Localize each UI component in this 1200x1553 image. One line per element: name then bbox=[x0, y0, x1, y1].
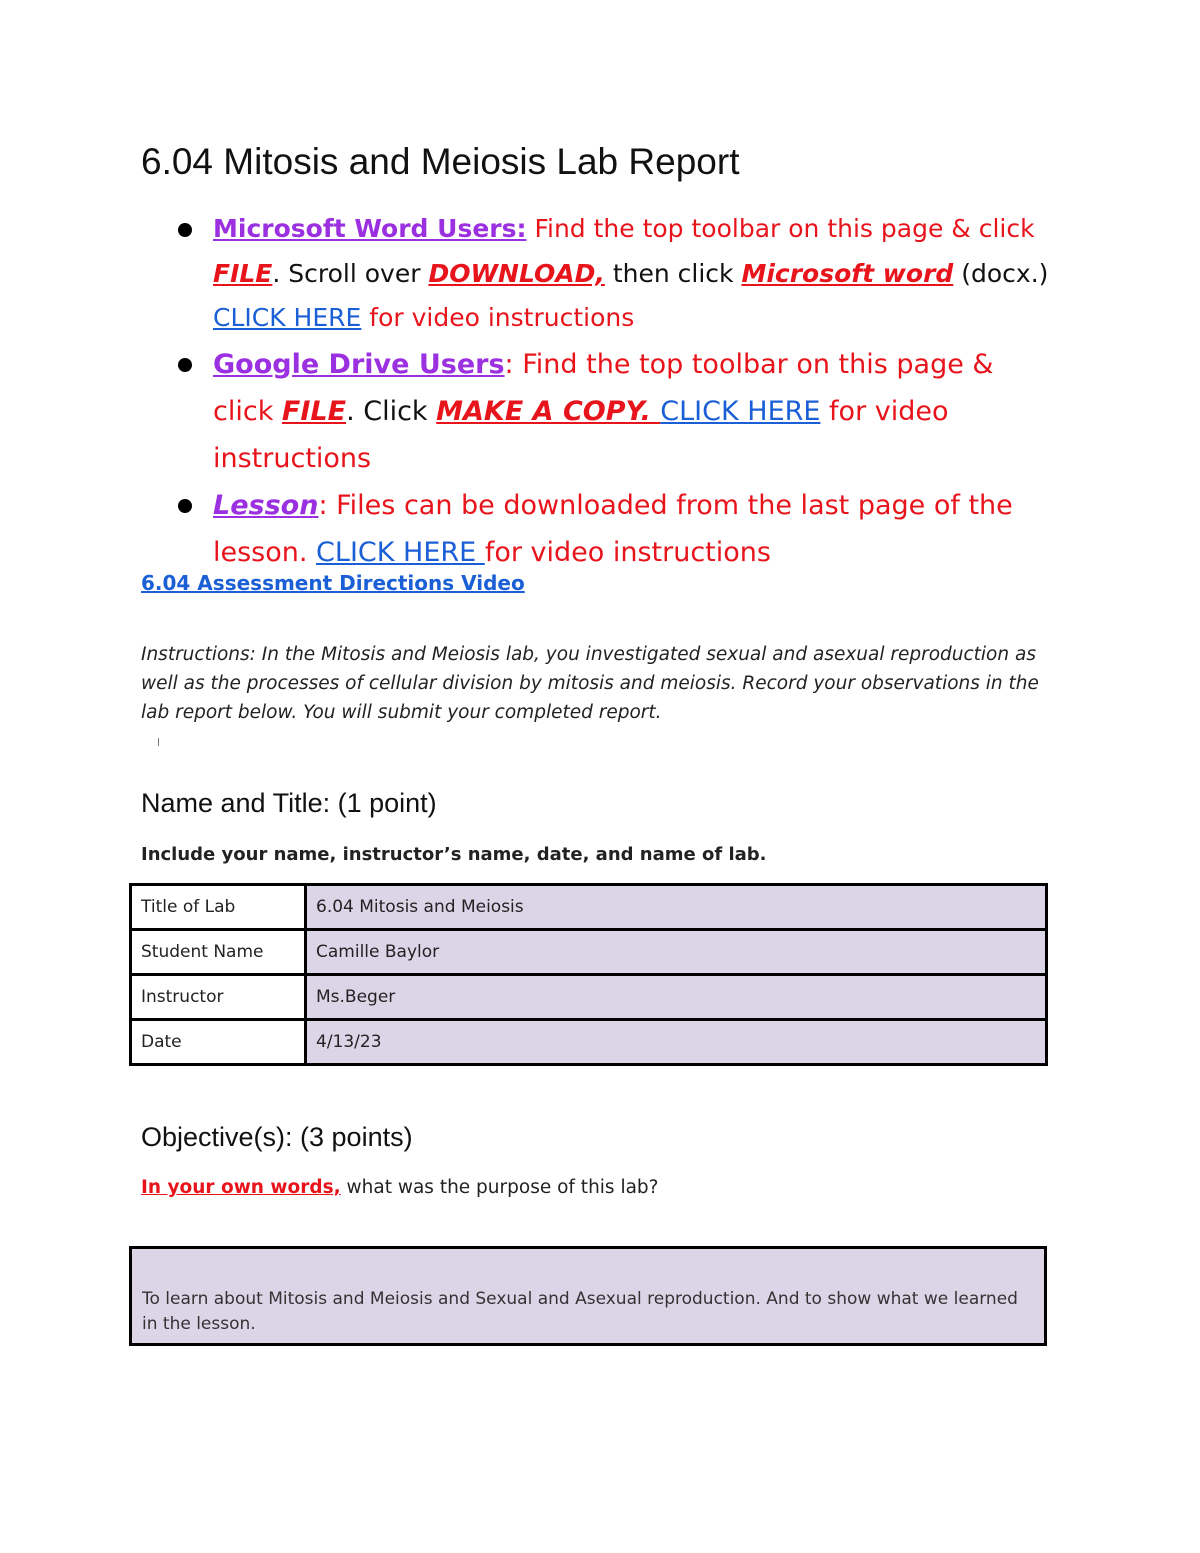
table-value-cell[interactable]: Camille Baylor bbox=[306, 930, 1047, 975]
list-item-microsoft-word bbox=[178, 207, 1058, 341]
lab-info-table bbox=[129, 883, 1048, 1066]
bullet-icon bbox=[178, 358, 192, 372]
table-row bbox=[131, 930, 1047, 975]
drive-text-2: . Click bbox=[346, 395, 437, 427]
name-title-heading: Name and Title: (1 point) bbox=[141, 788, 437, 818]
word-text-3: then click bbox=[604, 258, 742, 288]
list-item-google-drive bbox=[178, 341, 1058, 482]
objective-answer-text: To learn about Mitosis and Meiosis and Sexual and Asexual reproduction. And to show what we learned in the lesson. bbox=[142, 1289, 1018, 1334]
assessment-directions-video-link[interactable]: 6.04 Assessment Directions Video bbox=[141, 571, 525, 595]
drive-video-link[interactable]: CLICK HERE bbox=[660, 395, 821, 427]
table-row bbox=[131, 1020, 1047, 1065]
google-drive-label: Google Drive Users bbox=[213, 348, 505, 380]
lesson-label: Lesson bbox=[213, 489, 319, 521]
table-label-cell: Instructor bbox=[131, 975, 306, 1020]
objectives-prompt-rest: what was the purpose of this lab? bbox=[340, 1177, 659, 1198]
table-row bbox=[131, 975, 1047, 1020]
table-value-cell[interactable]: Ms.Beger bbox=[306, 975, 1047, 1020]
lesson-text-1: : Files can be downloaded from the last page of the lesson. bbox=[213, 489, 1013, 568]
objectives-prompt bbox=[141, 1177, 659, 1198]
drive-text-1: : Find the top toolbar on this page & click bbox=[213, 348, 994, 427]
instructions-paragraph: Instructions: In the Mitosis and Meiosis lab, you investigated sexual and asexual reproduction as well as the processes of cellular division by mitosis and meiosis. Record your observations in the lab report below. You will submit your completed report. bbox=[141, 644, 1039, 723]
word-text-4: (docx.) bbox=[953, 258, 1049, 288]
word-text-1: Find the top toolbar on this page & click bbox=[526, 214, 1035, 243]
lesson-text-2: for video instructions bbox=[484, 536, 771, 568]
word-video-link[interactable]: CLICK HERE bbox=[213, 303, 362, 332]
microsoft-word-keyword: Microsoft word bbox=[741, 258, 954, 288]
name-title-prompt: Include your name, instructor’s name, date, and name of lab. bbox=[141, 844, 767, 865]
lesson-video-link[interactable]: CLICK HERE bbox=[316, 536, 485, 568]
page-title: 6.04 Mitosis and Meiosis Lab Report bbox=[141, 141, 740, 182]
table-label-cell: Title of Lab bbox=[131, 885, 306, 930]
word-text-5: for video instructions bbox=[361, 303, 635, 332]
table-value-cell[interactable]: 4/13/23 bbox=[306, 1020, 1047, 1065]
download-instructions-list bbox=[178, 207, 1058, 576]
table-row bbox=[131, 885, 1047, 930]
drive-text-4: for video instructions bbox=[213, 395, 949, 474]
table-value-cell[interactable]: 6.04 Mitosis and Meiosis bbox=[306, 885, 1047, 930]
download-keyword: DOWNLOAD, bbox=[428, 258, 605, 288]
bullet-icon bbox=[178, 499, 192, 513]
bullet-icon bbox=[178, 223, 192, 237]
objectives-prompt-highlight: In your own words, bbox=[141, 1177, 341, 1198]
table-label-cell: Date bbox=[131, 1020, 306, 1065]
list-item-lesson bbox=[178, 482, 1058, 576]
file-keyword: FILE bbox=[213, 258, 273, 288]
objective-answer-box[interactable] bbox=[129, 1246, 1047, 1346]
make-copy-keyword: MAKE A COPY. bbox=[436, 395, 661, 427]
objectives-heading: Objective(s): (3 points) bbox=[141, 1122, 413, 1152]
table-label-cell: Student Name bbox=[131, 930, 306, 975]
file-keyword: FILE bbox=[281, 395, 347, 427]
word-text-2: . Scroll over bbox=[272, 258, 429, 288]
microsoft-word-label: Microsoft Word Users: bbox=[213, 214, 527, 243]
text-cursor-mark bbox=[158, 738, 159, 746]
